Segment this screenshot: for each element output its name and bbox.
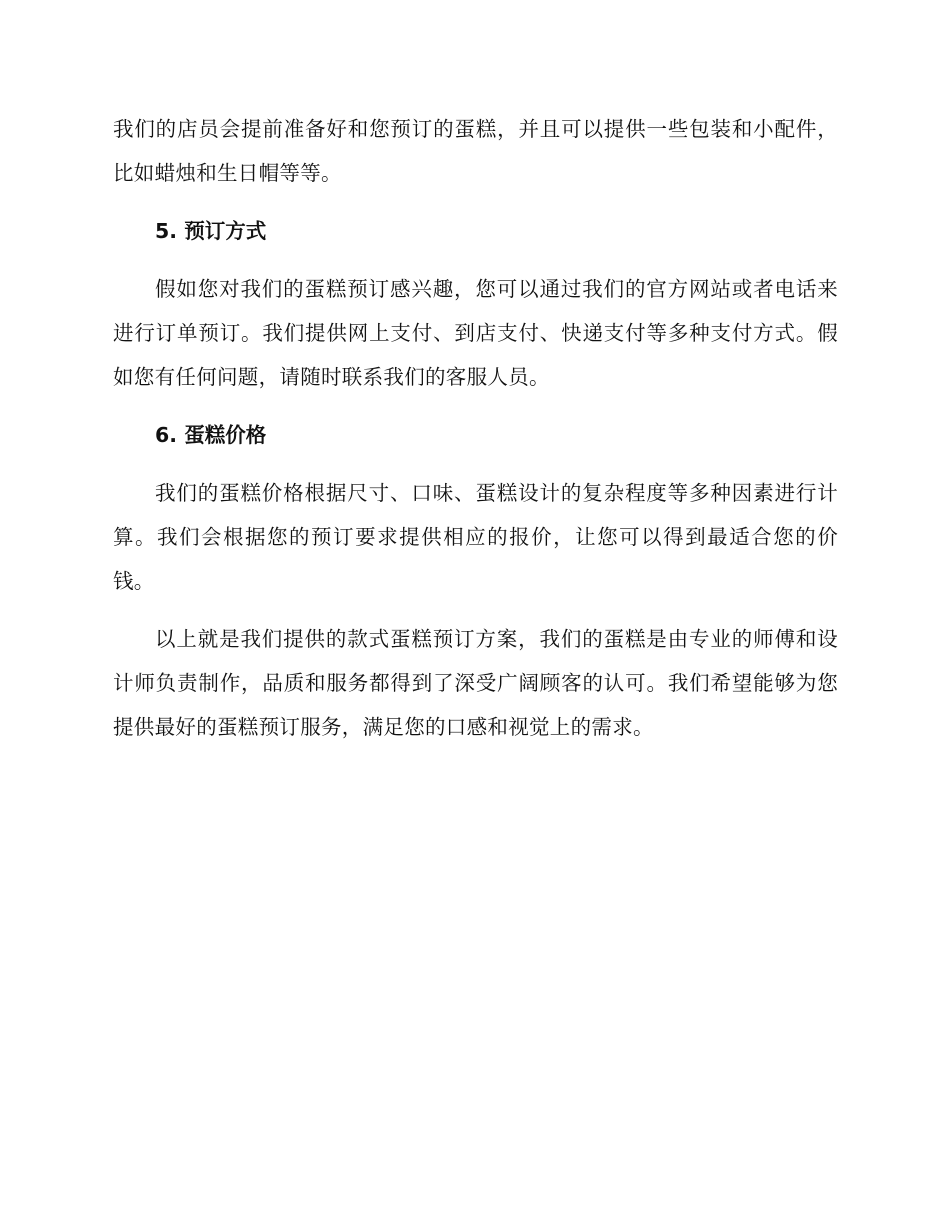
- section-5-paragraph: 假如您对我们的蛋糕预订感兴趣，您可以通过我们的官方网站或者电话来进行订单预订。我们提供网上支付、到店支付、快递支付等多种支付方式。假如您有任何问题，请随时联系我们的客服人员。: [113, 277, 838, 389]
- section-6-heading: 6. 蛋糕价格: [155, 423, 267, 447]
- section-6-paragraph: 我们的蛋糕价格根据尺寸、口味、蛋糕设计的复杂程度等多种因素进行计算。我们会根据您的预订要求提供相应的报价，让您可以得到最适合您的价钱。: [113, 481, 838, 593]
- section-5-heading: 5. 预订方式: [155, 219, 267, 243]
- closing-paragraph: 以上就是我们提供的款式蛋糕预订方案，我们的蛋糕是由专业的师傅和设计师负责制作，品质和服务都得到了深受广阔顾客的认可。我们希望能够为您提供最好的蛋糕预订服务，满足您的口感和视觉上的需求。: [113, 627, 838, 739]
- intro-paragraph: 我们的店员会提前准备好和您预订的蛋糕，并且可以提供一些包装和小配件，比如蜡烛和生日帽等等。: [113, 117, 838, 185]
- document-body: [113, 107, 838, 749]
